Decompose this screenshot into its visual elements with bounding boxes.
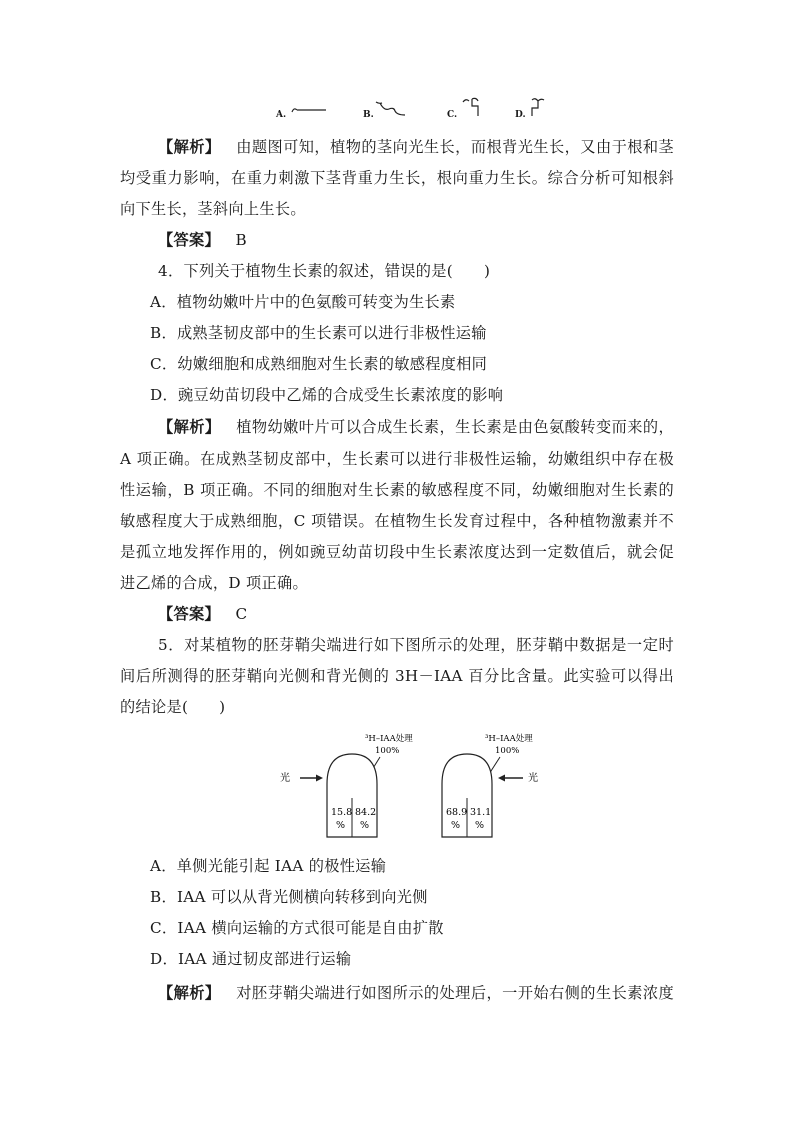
seedling-a-icon: [290, 104, 330, 118]
q4-option-c: C．幼嫩细胞和成熟细胞对生长素的敏感程度相同: [150, 355, 488, 373]
option-label-d: D.: [515, 110, 526, 120]
left-label-pct: 100%: [375, 746, 400, 756]
q4-option-d: D．豌豆幼苗切段中乙烯的合成受生长素浓度的影响: [150, 386, 504, 404]
left-value-shadeside: 84.2: [355, 807, 377, 818]
answer-value: C: [235, 605, 248, 623]
q5-option-a: A．单侧光能引起 IAA 的极性运输: [150, 857, 387, 875]
answer-tag: 【答案】: [158, 231, 220, 249]
q4-analysis-line-3: 性运输，B 项正确。不同的细胞对生长素的敏感程度不同，幼嫩细胞对生长素的: [120, 481, 674, 499]
analysis-tag: 【解析】: [158, 418, 221, 436]
right-light-arrow-icon: [498, 775, 523, 782]
left-value-lightside: 15.8: [331, 807, 353, 818]
q5-stem-line-3: 的结论是( ): [120, 698, 226, 716]
left-light-arrow-icon: [300, 775, 323, 782]
left-unit-lightside: %: [336, 820, 346, 831]
right-coleoptile: [442, 733, 538, 837]
q3-analysis-line-3: 向下生长，茎斜向上生长。: [120, 200, 306, 218]
left-unit-shadeside: %: [360, 820, 370, 831]
q4-analysis-line-1: [158, 417, 674, 437]
left-light-label: 光: [280, 773, 290, 784]
q5-analysis-line-1: [158, 983, 674, 1003]
q4-option-b: B．成熟茎韧皮部中的生长素可以进行非极性运输: [150, 324, 487, 342]
left-coleoptile: [280, 733, 413, 837]
left-label-top: ³H–IAA处理: [365, 734, 413, 744]
analysis-text: 对胚芽鞘尖端进行如图所示的处理后，一开始右侧的生长素浓度: [236, 984, 674, 1002]
right-label-top: ³H–IAA处理: [485, 734, 533, 744]
right-light-label: 光: [528, 773, 538, 784]
options-figure: [270, 100, 570, 124]
analysis-text: 由题图可知，植物的茎向光生长，而根背光生长，又由于根和茎: [236, 138, 674, 156]
q3-analysis-line-2: 均受重力影响，在重力刺激下茎背重力生长，根向重力生长。综合分析可知根斜: [120, 169, 674, 187]
analysis-text: 植物幼嫩叶片可以合成生长素，生长素是由色氨酸转变而来的，: [236, 418, 674, 436]
q5-option-d: D．IAA 通过韧皮部进行运输: [150, 950, 352, 968]
q4-analysis-line-2: A 项正确。在成熟茎韧皮部中，生长素可以进行非极性运输，幼嫩组织中存在极: [120, 450, 674, 468]
right-label-pct: 100%: [495, 746, 520, 756]
q4-answer: [158, 604, 247, 624]
seedling-c-icon: [458, 96, 488, 120]
q3-answer: [158, 230, 247, 250]
option-label-a: A.: [276, 110, 287, 120]
analysis-tag: 【解析】: [158, 984, 221, 1002]
analysis-tag: 【解析】: [158, 138, 221, 156]
q4-analysis-line-6: 进乙烯的合成，D 项正确。: [120, 574, 308, 592]
q5-option-b: B．IAA 可以从背光侧横向转移到向光侧: [150, 888, 428, 906]
q5-option-c: C．IAA 横向运输的方式很可能是自由扩散: [150, 919, 444, 937]
q4-analysis-line-5: 是孤立地发挥作用的，例如豌豆幼苗切段中生长素浓度达到一定数值后，就会促: [120, 543, 674, 561]
seedling-d-icon: [526, 96, 550, 120]
q5-stem-line-2: 间后所测得的胚芽鞘向光侧和背光侧的 3H－IAA 百分比含量。此实验可以得出: [120, 667, 674, 685]
right-unit-shadeside: %: [451, 820, 461, 831]
coleoptile-figure: [270, 724, 570, 854]
right-value-lightside: 31.1: [470, 807, 492, 818]
right-value-shadeside: 68.9: [446, 807, 468, 818]
q4-stem: 4．下列关于植物生长素的叙述，错误的是( ): [158, 262, 491, 280]
seedling-b-icon: [374, 100, 408, 120]
q5-stem-line-1: 5．对某植物的胚芽鞘尖端进行如下图所示的处理，胚芽鞘中数据是一定时: [158, 636, 674, 654]
q4-analysis-line-4: 敏感程度大于成熟细胞，C 项错误。在植物生长发育过程中，各种植物激素并不: [120, 512, 674, 530]
option-label-c: C.: [447, 110, 458, 120]
option-label-b: B.: [363, 110, 374, 120]
right-unit-lightside: %: [475, 820, 485, 831]
answer-tag: 【答案】: [158, 605, 220, 623]
q3-analysis-line-1: [158, 137, 674, 157]
q4-option-a: A．植物幼嫩叶片中的色氨酸可转变为生长素: [150, 293, 456, 311]
answer-value: B: [235, 231, 247, 249]
